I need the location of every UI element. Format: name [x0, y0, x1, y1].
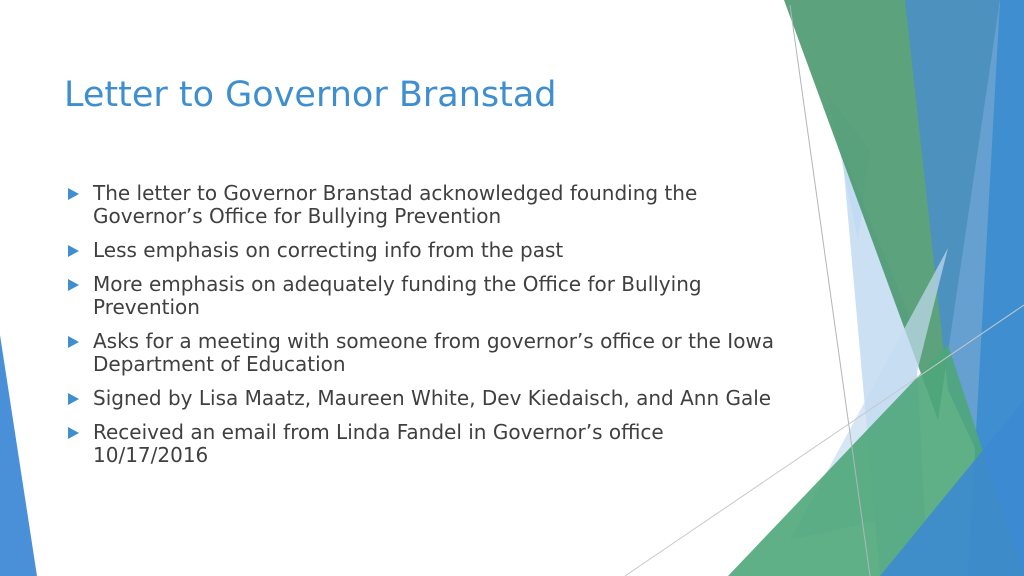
slide-title: Letter to Governor Branstad	[64, 75, 557, 115]
triangle-right-icon	[68, 427, 79, 439]
bullet-text: Less emphasis on correcting info from the past	[93, 238, 564, 262]
bullet-text: Signed by Lisa Maatz, Maureen White, Dev Kiedaisch, and Ann Gale	[93, 386, 772, 410]
bullet-text: Asks for a meeting with someone from governor’s office or the Iowa Department of Education	[93, 329, 775, 376]
bullet-text: The letter to Governor Branstad acknowledged founding the Governor’s Office for Bullying Prevention	[93, 181, 698, 228]
triangle-right-icon	[68, 279, 79, 291]
bullet-list	[64, 182, 784, 478]
bullet-item	[64, 421, 784, 467]
bullet-item	[64, 387, 784, 410]
bullet-item	[64, 273, 784, 319]
triangle-right-icon	[68, 245, 79, 257]
bullet-text: More emphasis on adequately funding the Office for Bullying Prevention	[93, 272, 702, 319]
bullet-item	[64, 239, 784, 262]
triangle-right-icon	[68, 188, 79, 200]
triangle-right-icon	[68, 393, 79, 405]
triangle-right-icon	[68, 336, 79, 348]
bullet-item	[64, 330, 784, 376]
blue-sliver-left	[0, 335, 37, 576]
bullet-text: Received an email from Linda Fandel in Governor’s office 10/17/2016	[93, 420, 664, 467]
bullet-item	[64, 182, 784, 228]
